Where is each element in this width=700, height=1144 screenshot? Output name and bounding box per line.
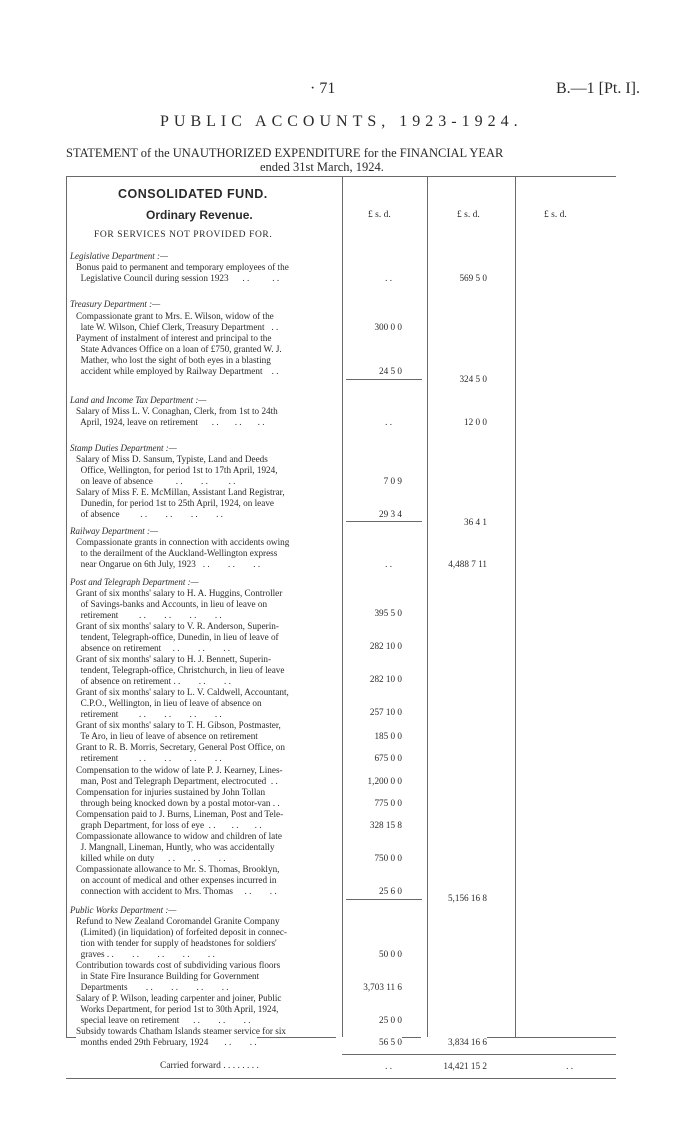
carried-forward-label: Carried forward . . . . . . . .	[160, 1061, 259, 1071]
col2-header: £ s. d.	[457, 210, 480, 220]
item-line: Refund to New Zealand Coromandel Granite Company	[76, 916, 280, 926]
item-line: C.P.O., Wellington, in lieu of leave of absence on	[76, 698, 262, 708]
section-total: 36 4 1	[464, 517, 487, 527]
item-line: graph Department, for loss of eye . . . . . .	[76, 820, 262, 830]
section-total: 569 5 0	[459, 273, 487, 283]
item-line: State Advances Office on a loan of £750, granted W. J.	[76, 344, 282, 354]
item-line: April, 1924, leave on retirement . . . . . .	[76, 417, 265, 427]
department-heading: Legislative Department :—	[70, 251, 168, 261]
item-amount: 1,200 0 0	[367, 776, 402, 786]
subtotal-rule	[346, 521, 422, 522]
item-line: Office, Wellington, for period 1st to 17th April, 1924,	[76, 465, 278, 475]
carried-forward-total: 14,421 15 2	[443, 1061, 487, 1071]
item-line: Mather, who lost the sight of both eyes in a blasting	[76, 355, 271, 365]
item-line: J. Mangnall, Lineman, Huntly, who was accidentally	[76, 842, 275, 852]
column-rule-1	[342, 176, 343, 1038]
department-heading: Stamp Duties Department :—	[70, 443, 177, 453]
item-amount: 24 5 0	[379, 366, 402, 376]
services-subheading: FOR SERVICES NOT PROVIDED FOR.	[94, 230, 273, 240]
item-line: Contribution towards cost of subdividing various floors	[76, 960, 281, 970]
item-line: Salary of Miss L. V. Conaghan, Clerk, from 1st to 24th	[76, 406, 278, 416]
item-line: Grant to R. B. Morris, Secretary, General Post Office, on	[76, 742, 285, 752]
item-line: Bonus paid to permanent and temporary employees of the	[76, 262, 289, 272]
item-line: Te Aro, in lieu of leave of absence on retirement	[76, 731, 258, 741]
item-line: Grant of six months' salary to H. J. Bennett, Superin-	[76, 654, 272, 664]
item-line: to the derailment of the Auckland-Wellington express	[76, 548, 278, 558]
item-line: months ended 29th February, 1924 . . . .	[76, 1037, 257, 1047]
column-rule-2	[427, 176, 428, 1038]
revenue-heading: Ordinary Revenue.	[146, 208, 253, 222]
carried-forward-col1: . .	[385, 1061, 392, 1071]
item-line: Compassionate allowance to Mr. S. Thomas, Brooklyn,	[76, 864, 280, 874]
subtotal-rule	[346, 379, 422, 380]
subtotal-rule	[346, 899, 422, 900]
item-amount: 775 0 0	[374, 798, 402, 808]
item-line: Compensation for injuries sustained by John Tollan	[76, 787, 266, 797]
carried-forward-rule	[342, 1054, 616, 1055]
item-line: Grant of six months' salary to V. R. Anderson, Superin-	[76, 621, 279, 631]
item-line: of absence . . . . . . . .	[76, 509, 223, 519]
item-line: on account of medical and other expenses incurred in	[76, 875, 277, 885]
item-line: on leave of absence . . . . . .	[76, 476, 236, 486]
item-line: Compensation to the widow of late P. J. Kearney, Lines-	[76, 765, 283, 775]
item-amount: 50 0 0	[379, 949, 402, 959]
section-total: 12 0 0	[464, 417, 487, 427]
item-line: in State Fire Insurance Building for Government	[76, 971, 260, 981]
item-line: Compensation paid to J. Burns, Lineman, Post and Tele-	[76, 809, 284, 819]
item-line: tendent, Telegraph-office, Christchurch, in lieu of leave	[76, 665, 285, 675]
statement-subheading: ended 31st March, 1924.	[260, 160, 384, 174]
carried-forward-col3: . .	[566, 1061, 573, 1071]
item-amount: 282 10 0	[369, 674, 402, 684]
item-line: tendent, Telegraph-office, Dunedin, in lieu of leave of	[76, 632, 279, 642]
item-line: man, Post and Telegraph Department, electrocuted . .	[76, 776, 278, 786]
item-line: late W. Wilson, Chief Clerk, Treasury Department . .	[76, 322, 279, 332]
section-total: 3,834 16 6	[421, 1037, 487, 1047]
item-amount: 395 5 0	[374, 608, 402, 618]
item-line: absence on retirement . . . . . .	[76, 643, 231, 653]
item-line: through being knocked down by a postal motor-van . .	[76, 798, 280, 808]
item-amount: 300 0 0	[374, 322, 402, 332]
item-amount: 56 5 0	[336, 1037, 402, 1047]
item-line: accident while employed by Railway Department . .	[76, 366, 279, 376]
item-line: Works Department, for period 1st to 30th April, 1924,	[76, 1004, 279, 1014]
item-line: retirement . . . . . . . .	[76, 753, 222, 763]
page-number: · 71	[310, 80, 336, 97]
department-heading: Land and Income Tax Department :—	[70, 395, 207, 405]
section-total: 4,488 7 11	[448, 559, 487, 569]
footer-bottom-rule	[66, 1078, 616, 1079]
item-line: tion with tender for supply of headstones for soldiers'	[76, 938, 277, 948]
item-amount: . .	[385, 417, 392, 427]
page-title: PUBLIC ACCOUNTS, 1923-1924.	[160, 113, 523, 130]
item-line: Grant of six months' salary to H. A. Huggins, Controller	[76, 588, 283, 598]
item-line: special leave on retirement . . . . . .	[76, 1015, 251, 1025]
item-line: Salary of Miss D. Sansum, Typiste, Land and Deeds	[76, 454, 268, 464]
item-line: Departments . . . . . . . .	[76, 982, 229, 992]
department-heading: Post and Telegraph Department :—	[70, 577, 199, 587]
department-heading: Railway Department :—	[70, 526, 158, 536]
item-amount: 750 0 0	[374, 853, 402, 863]
item-amount: 7 0 9	[383, 476, 402, 486]
item-line: Legislative Council during session 1923 . . . .	[76, 273, 280, 283]
item-line: Compassionate grants in connection with accidents owing	[76, 537, 290, 547]
item-amount: . .	[385, 559, 392, 569]
col1-header: £ s. d.	[368, 210, 391, 220]
item-line: Payment of instalment of interest and principal to the	[76, 333, 272, 343]
item-line: killed while on duty . . . . . .	[76, 853, 226, 863]
item-line: Grant of six months' salary to L. V. Caldwell, Accountant,	[76, 687, 289, 697]
column-rule-3	[515, 176, 516, 1038]
document-reference: B.—1 [Pt. I].	[556, 80, 640, 97]
item-line: retirement . . . . . . . .	[76, 709, 222, 719]
department-heading: Public Works Department :—	[70, 905, 177, 915]
item-line: Compassionate grant to Mrs. E. Wilson, widow of the	[76, 311, 274, 321]
section-total: 324 5 0	[459, 374, 487, 384]
item-line: Salary of P. Wilson, leading carpenter and joiner, Public	[76, 993, 282, 1003]
item-amount: 25 0 0	[379, 1015, 402, 1025]
item-amount: 328 15 8	[369, 820, 402, 830]
item-amount: 282 10 0	[369, 641, 402, 651]
item-amount: 29 3 4	[379, 509, 402, 519]
item-line: of absence on retirement . . . . . .	[76, 676, 231, 686]
col3-header: £ s. d.	[544, 210, 567, 220]
table-top-rule	[66, 176, 616, 177]
item-amount: 25 6 0	[379, 886, 402, 896]
item-line: graves . . . . . . . . . .	[76, 949, 215, 959]
item-line: retirement . . . . . . . .	[76, 610, 222, 620]
item-line: Compassionate allowance to widow and children of late	[76, 831, 282, 841]
item-line: Subsidy towards Chatham Islands steamer service for six	[76, 1026, 286, 1036]
section-total: 5,156 16 8	[447, 893, 487, 903]
item-amount: 185 0 0	[374, 731, 402, 741]
item-line: Grant of six months' salary to T. H. Gibson, Postmaster,	[76, 720, 281, 730]
statement-heading: STATEMENT of the UNAUTHORIZED EXPENDITURE for the FINANCIAL YEAR	[66, 146, 504, 160]
table-left-rule	[66, 176, 67, 1038]
department-heading: Treasury Department :—	[70, 299, 161, 309]
fund-heading: CONSOLIDATED FUND.	[118, 187, 268, 201]
item-line: of Savings-banks and Accounts, in lieu of leave on	[76, 599, 268, 609]
item-amount: 675 0 0	[374, 753, 402, 763]
item-amount: 257 10 0	[369, 707, 402, 717]
item-line: near Ongarue on 6th July, 1923 . . . . . .	[76, 559, 261, 569]
item-amount: 3,703 11 6	[363, 982, 402, 992]
item-amount: . .	[385, 273, 392, 283]
item-line: (Limited) (in liquidation) of forfeited deposit in connec-	[76, 927, 287, 937]
item-line: Dunedin, for period 1st to 25th April, 1924, on leave	[76, 498, 275, 508]
item-line: connection with accident to Mrs. Thomas . . . .	[76, 886, 277, 896]
item-line: Salary of Miss F. E. McMillan, Assistant Land Registrar,	[76, 487, 285, 497]
